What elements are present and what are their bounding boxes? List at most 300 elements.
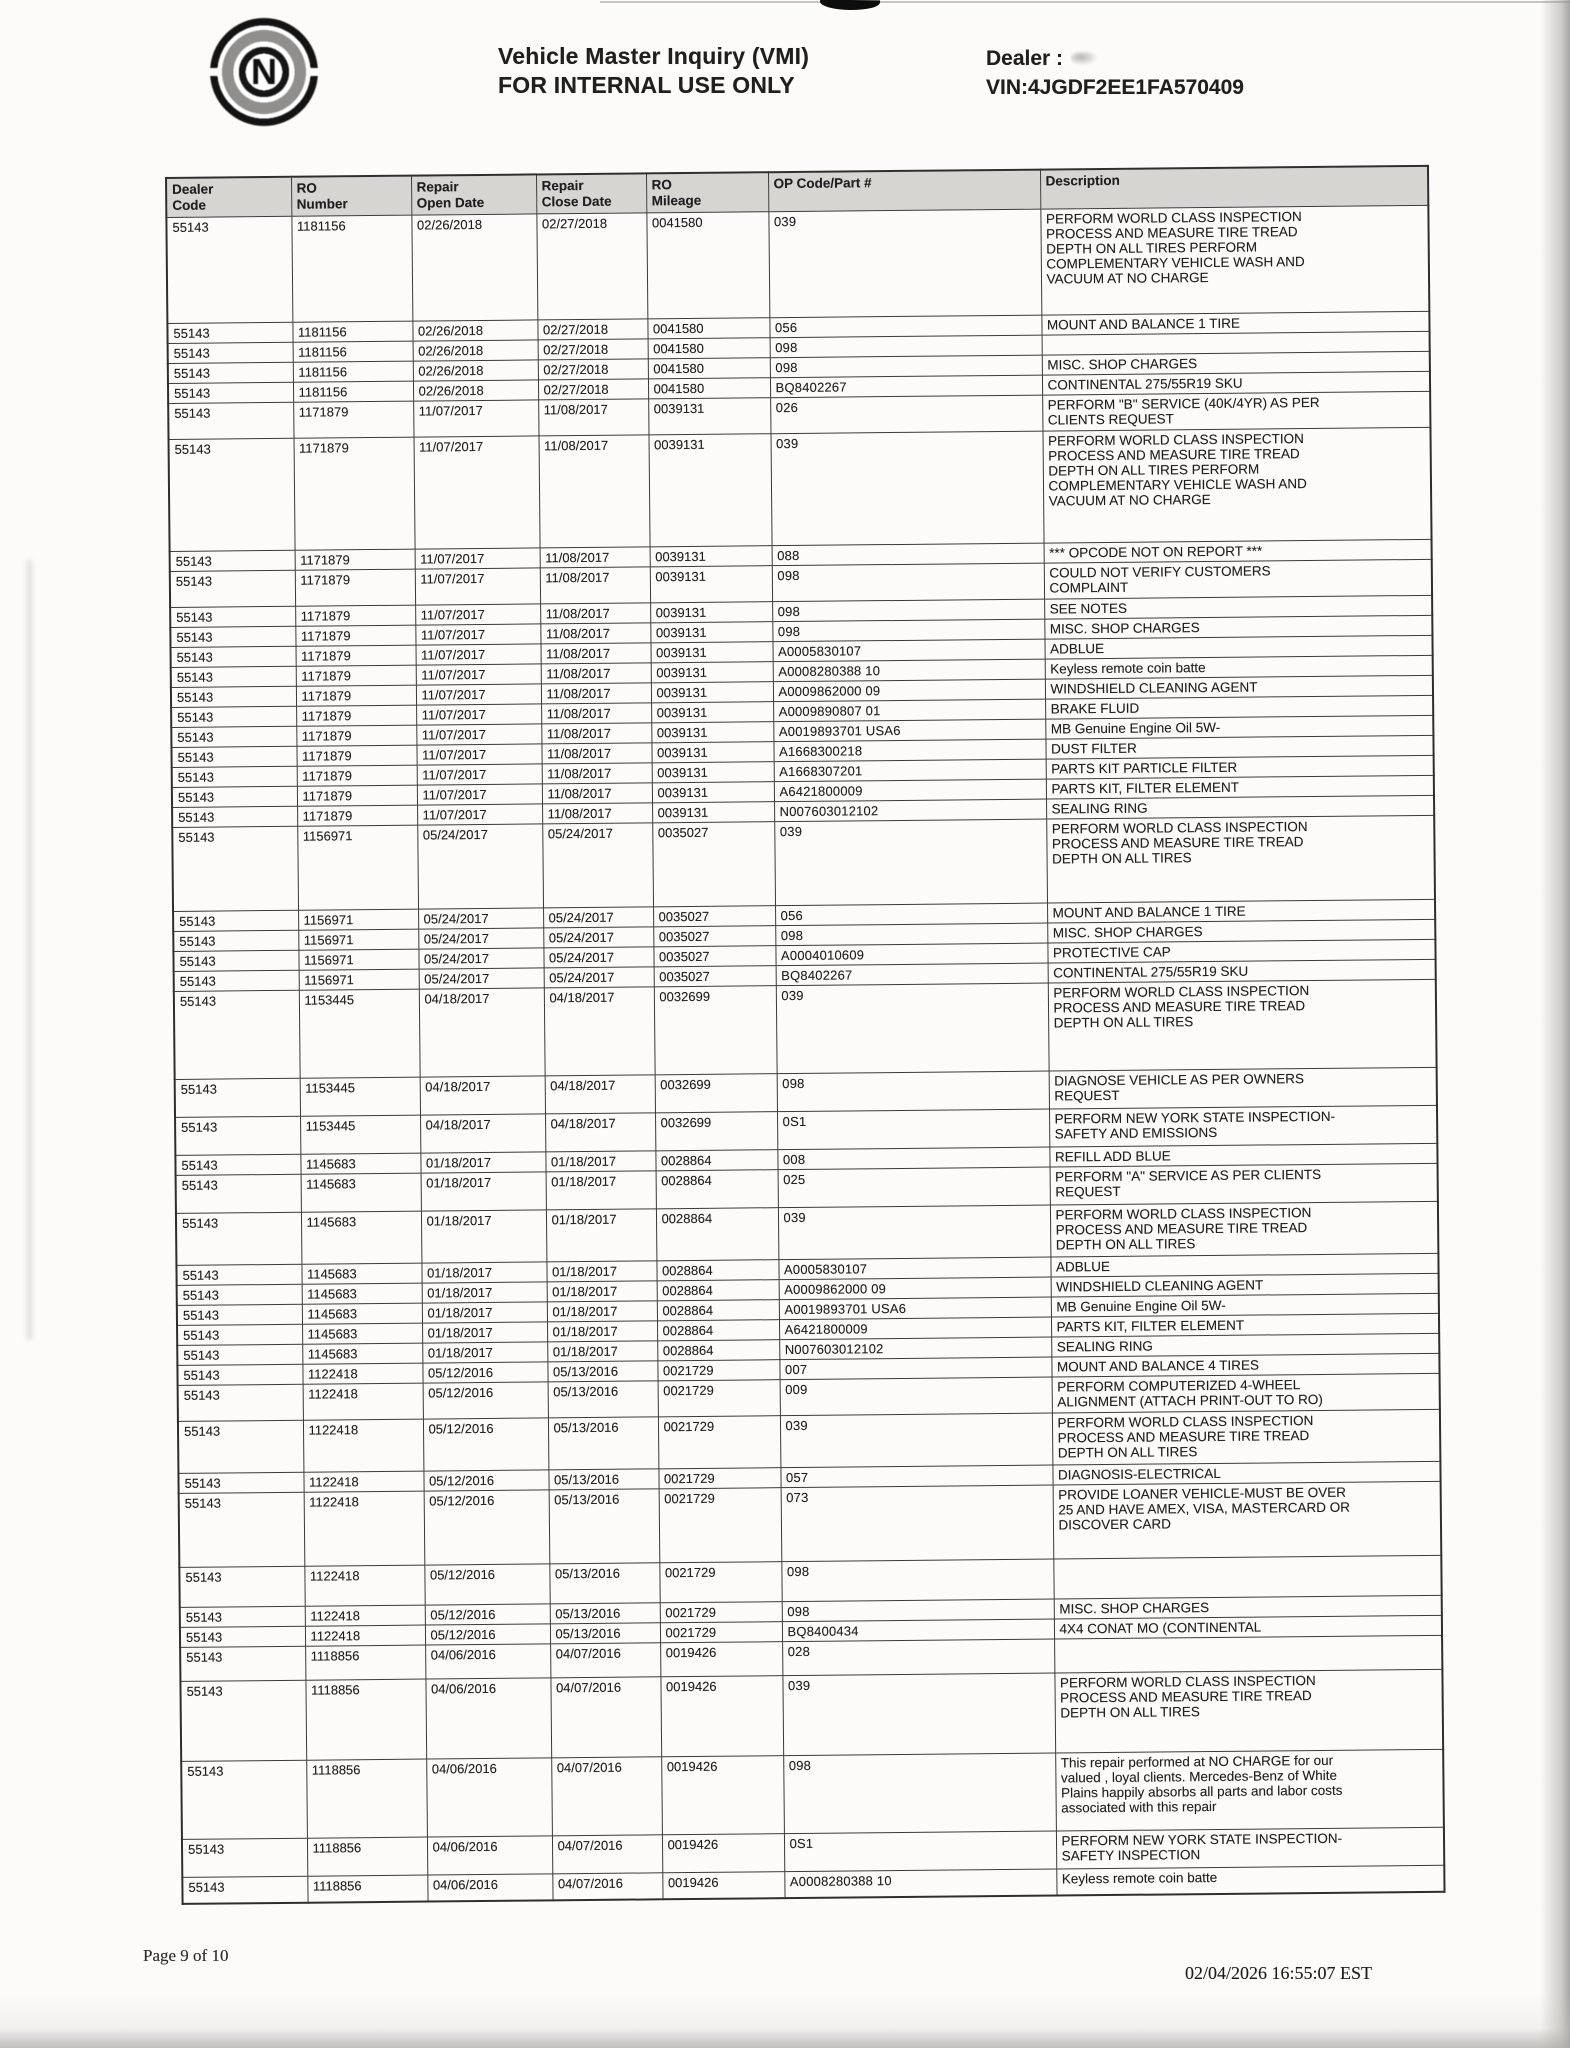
cell-op: A0008280388 10 <box>773 659 1045 682</box>
cell-close: 11/08/2017 <box>542 763 652 784</box>
cell-close: 11/08/2017 <box>538 399 648 436</box>
cell-desc: PERFORM COMPUTERIZED 4-WHEEL ALIGNMENT (ATTACH PRINT-OUT TO RO) <box>1052 1373 1440 1413</box>
cell-dealer: 55143 <box>175 1154 300 1175</box>
cell-ro: 1145683 <box>302 1303 422 1324</box>
cell-open: 11/07/2017 <box>416 644 541 665</box>
cell-desc: MISC. SHOP CHARGES <box>1054 1595 1442 1619</box>
cell-op: A1668307201 <box>774 759 1046 782</box>
cell-desc: WINDSHIELD CLEANING AGENT <box>1051 1273 1439 1297</box>
cell-desc: MISC. SHOP CHARGES <box>1042 351 1430 375</box>
cell-open: 04/06/2016 <box>426 1758 552 1837</box>
table-row <box>172 815 1435 911</box>
cell-mileage: 0039131 <box>648 434 771 547</box>
cell-desc: MISC. SHOP CHARGES <box>1047 919 1435 943</box>
cell-open: 01/18/2017 <box>421 1210 546 1263</box>
cell-mileage: 0019426 <box>660 1642 782 1677</box>
cell-ro: 1145683 <box>301 1211 421 1264</box>
cell-close: 05/13/2016 <box>549 1563 659 1604</box>
cell-mileage: 0035027 <box>654 966 776 987</box>
cell-desc: PERFORM WORLD CLASS INSPECTION PROCESS AND MEASURE TIRE TREAD DEPTH ON ALL TIRES <box>1054 1669 1443 1753</box>
cell-dealer: 55143 <box>178 1420 303 1473</box>
cell-dealer: 55143 <box>171 666 296 687</box>
cell-op: N007603012102 <box>779 1337 1051 1360</box>
cell-dealer: 55143 <box>177 1344 302 1365</box>
cell-op: A6421800009 <box>774 779 1046 802</box>
cell-mileage: 0028864 <box>656 1208 778 1261</box>
cell-ro: 1153445 <box>300 1115 420 1154</box>
cell-close: 05/13/2016 <box>548 1469 658 1490</box>
cell-desc: REFILL ADD BLUE <box>1049 1143 1437 1167</box>
column-header-desc: Description <box>1040 166 1428 209</box>
cell-op: 039 <box>770 431 1043 546</box>
cell-ro: 1122418 <box>303 1419 423 1472</box>
cell-open: 11/07/2017 <box>416 744 541 765</box>
logo-crosshair-right <box>306 68 322 76</box>
cell-dealer: 55143 <box>170 570 295 607</box>
cell-dealer: 55143 <box>178 1384 303 1421</box>
cell-ro: 1122418 <box>305 1625 425 1646</box>
cell-open: 11/07/2017 <box>416 704 541 725</box>
cell-ro: 1171879 <box>295 569 415 606</box>
cell-open: 01/18/2017 <box>422 1322 547 1343</box>
cell-dealer: 55143 <box>178 1472 303 1493</box>
cell-close: 02/27/2018 <box>537 319 647 340</box>
brand-logo-icon <box>210 18 318 126</box>
cell-ro: 1122418 <box>304 1565 424 1606</box>
cell-op: 009 <box>780 1377 1052 1416</box>
cell-close: 04/07/2016 <box>550 1643 660 1678</box>
cell-dealer: 55143 <box>174 970 299 991</box>
cell-op: 098 <box>775 923 1047 946</box>
cell-desc: This repair performed at NO CHARGE for our valued , loyal clients. Mercedes-Benz of White Plains happily absorbs all parts and labor costs associated with this repair <box>1055 1749 1444 1831</box>
cell-desc: PROVIDE LOANER VEHICLE-MUST BE OVER 25 AND HAVE AMEX, VISA, MASTERCARD OR DISCOVER CARD <box>1053 1481 1442 1559</box>
cell-open: 05/12/2016 <box>422 1362 547 1383</box>
column-header-dealer: Dealer Code <box>166 177 291 218</box>
cell-desc: PROTECTIVE CAP <box>1047 939 1435 963</box>
cell-op: 0S1 <box>784 1831 1056 1872</box>
cell-ro: 1181156 <box>293 381 413 402</box>
cell-desc: DIAGNOSE VEHICLE AS PER OWNERS REQUEST <box>1049 1067 1437 1109</box>
cell-mileage: 0035027 <box>652 822 775 907</box>
cell-ro: 1181156 <box>293 361 413 382</box>
cell-op: A0009862000 09 <box>773 679 1045 702</box>
cell-close: 04/07/2016 <box>552 1835 662 1874</box>
cell-open: 11/07/2017 <box>416 664 541 685</box>
scan-top-hairline <box>600 1 1570 3</box>
cell-close: 11/08/2017 <box>540 623 650 644</box>
cell-dealer: 55143 <box>170 626 295 647</box>
cell-desc: Keyless remote coin batte <box>1056 1865 1444 1895</box>
cell-mileage: 0028864 <box>656 1170 778 1209</box>
scan-edge-bottom <box>0 2028 1570 2048</box>
cell-close: 11/08/2017 <box>542 783 652 804</box>
table-row <box>169 427 1432 551</box>
cell-desc: MISC. SHOP CHARGES <box>1044 615 1432 639</box>
cell-mileage: 0032699 <box>655 1074 777 1113</box>
cell-close: 05/24/2017 <box>542 823 653 908</box>
cell-close: 01/18/2017 <box>546 1261 656 1282</box>
cell-desc: WINDSHIELD CLEANING AGENT <box>1045 675 1433 699</box>
page-number: Page 9 of 10 <box>143 1946 229 1965</box>
cell-close: 11/08/2017 <box>540 567 650 604</box>
cell-mileage: 0028864 <box>657 1300 779 1321</box>
cell-mileage: 0039131 <box>650 546 772 567</box>
cell-ro: 1171879 <box>297 805 417 826</box>
cell-dealer: 55143 <box>168 382 293 403</box>
table-row <box>181 1749 1444 1839</box>
cell-close: 11/08/2017 <box>540 643 650 664</box>
cell-dealer: 55143 <box>177 1364 302 1385</box>
cell-close: 05/13/2016 <box>550 1603 660 1624</box>
column-header-ro: RO Number <box>291 176 411 217</box>
cell-dealer: 55143 <box>180 1626 305 1647</box>
cell-close: 04/18/2017 <box>545 1075 655 1114</box>
cell-open: 02/26/2018 <box>413 360 538 381</box>
cell-desc: CONTINENTAL 275/55R19 SKU <box>1042 371 1430 395</box>
cell-open: 04/18/2017 <box>420 1076 545 1115</box>
logo-letter: N <box>251 51 277 92</box>
cell-close: 11/08/2017 <box>541 683 651 704</box>
logo-crosshair-left <box>206 68 222 76</box>
cell-ro: 1181156 <box>293 341 413 362</box>
cell-dealer: 55143 <box>169 438 295 551</box>
cell-open: 02/26/2018 <box>411 214 537 321</box>
cell-mileage: 0021729 <box>658 1380 780 1417</box>
cell-ro: 1156971 <box>298 949 418 970</box>
cell-close: 11/08/2017 <box>540 547 650 568</box>
cell-desc: PERFORM NEW YORK STATE INSPECTION-SAFETY INSPECTION <box>1056 1827 1444 1869</box>
cell-ro: 1118856 <box>307 1875 427 1902</box>
cell-close: 05/24/2017 <box>543 927 653 948</box>
cell-ro: 1171879 <box>296 725 416 746</box>
cell-close: 05/24/2017 <box>543 947 653 968</box>
cell-dealer: 55143 <box>166 216 292 323</box>
cell-mileage: 0021729 <box>659 1488 782 1563</box>
scan-left-streak <box>26 560 33 1340</box>
cell-open: 11/07/2017 <box>415 624 540 645</box>
cell-close: 05/24/2017 <box>544 967 654 988</box>
cell-mileage: 0039131 <box>651 702 773 723</box>
cell-desc <box>1053 1555 1441 1599</box>
dealer-block <box>986 44 1244 103</box>
cell-desc: PERFORM WORLD CLASS INSPECTION PROCESS AND MEASURE TIRE TREAD DEPTH ON ALL TIRES <box>1048 979 1437 1071</box>
cell-desc: PERFORM NEW YORK STATE INSPECTION-SAFETY AND EMISSIONS <box>1049 1105 1437 1147</box>
cell-close: 02/27/2018 <box>536 213 647 320</box>
cell-close: 11/08/2017 <box>542 803 652 824</box>
cell-open: 05/24/2017 <box>419 968 544 989</box>
cell-dealer: 55143 <box>175 1078 300 1117</box>
cell-mileage: 0028864 <box>656 1260 778 1281</box>
cell-open: 04/18/2017 <box>419 988 545 1077</box>
cell-op: 056 <box>769 315 1041 338</box>
cell-mileage: 0021729 <box>660 1602 782 1623</box>
cell-desc: DIAGNOSIS-ELECTRICAL <box>1052 1461 1440 1485</box>
cell-mileage: 0039131 <box>650 602 772 623</box>
document-subtitle: FOR INTERNAL USE ONLY <box>498 72 795 99</box>
cell-close: 05/13/2016 <box>548 1381 658 1418</box>
cell-close: 01/18/2017 <box>546 1209 656 1262</box>
cell-dealer: 55143 <box>172 826 298 911</box>
cell-desc: 4X4 CONAT MO (CONTINENTAL <box>1054 1615 1442 1639</box>
cell-ro: 1118856 <box>306 1759 427 1838</box>
cell-op: A0005830107 <box>772 639 1044 662</box>
cell-dealer: 55143 <box>177 1304 302 1325</box>
cell-mileage: 0021729 <box>657 1360 779 1381</box>
cell-open: 04/06/2016 <box>427 1874 552 1901</box>
document-title: Vehicle Master Inquiry (VMI) <box>498 43 810 69</box>
cell-mileage: 0021729 <box>658 1468 780 1489</box>
table-row <box>174 979 1437 1079</box>
cell-open: 05/12/2016 <box>423 1382 548 1419</box>
cell-mileage: 0028864 <box>657 1280 779 1301</box>
cell-desc: SEALING RING <box>1046 795 1434 819</box>
cell-open: 05/12/2016 <box>425 1624 550 1645</box>
vin-value: VIN:4JGDF2EE1FA570409 <box>986 76 1244 100</box>
cell-mileage: 0019426 <box>660 1676 783 1757</box>
column-header-close: Repair Close Date <box>536 173 646 214</box>
cell-ro: 1145683 <box>301 1173 421 1212</box>
cell-mileage: 0021729 <box>660 1622 782 1643</box>
cell-dealer: 55143 <box>173 910 298 931</box>
cell-desc: PERFORM "B" SERVICE (40K/4YR) AS PER CLIENTS REQUEST <box>1042 391 1430 431</box>
cell-open: 02/26/2018 <box>413 380 538 401</box>
cell-op: A0009890807 01 <box>773 699 1045 722</box>
cell-ro: 1156971 <box>297 825 418 910</box>
cell-op: A6421800009 <box>779 1317 1051 1340</box>
cell-mileage: 0032699 <box>654 986 777 1075</box>
cell-op: 098 <box>781 1559 1053 1602</box>
cell-desc: PARTS KIT, FILTER ELEMENT <box>1046 775 1434 799</box>
cell-close: 11/08/2017 <box>540 603 650 624</box>
cell-ro: 1171879 <box>295 625 415 646</box>
cell-ro: 1171879 <box>293 401 413 438</box>
cell-open: 01/18/2017 <box>421 1172 546 1211</box>
cell-op: 073 <box>781 1485 1054 1562</box>
cell-close: 02/27/2018 <box>538 359 648 380</box>
vmi-table <box>165 165 1446 1905</box>
cell-op: 007 <box>779 1357 1051 1380</box>
cell-op: A0005830107 <box>778 1257 1050 1280</box>
cell-op: 026 <box>770 395 1042 434</box>
cell-ro: 1171879 <box>296 685 416 706</box>
cell-op: 098 <box>772 619 1044 642</box>
cell-op: 028 <box>782 1639 1054 1676</box>
cell-ro: 1145683 <box>302 1283 422 1304</box>
cell-dealer: 55143 <box>180 1606 305 1627</box>
cell-open: 05/12/2016 <box>425 1604 550 1625</box>
cell-desc: BRAKE FLUID <box>1045 695 1433 719</box>
cell-open: 11/07/2017 <box>417 784 542 805</box>
cell-mileage: 0039131 <box>650 642 772 663</box>
cell-mileage: 0039131 <box>652 782 774 803</box>
cell-ro: 1171879 <box>296 665 416 686</box>
cell-dealer: 55143 <box>179 1492 305 1567</box>
cell-open: 11/07/2017 <box>415 568 540 605</box>
cell-desc: SEE NOTES <box>1044 595 1432 619</box>
scan-edge-right <box>1540 0 1570 2048</box>
cell-dealer: 55143 <box>173 930 298 951</box>
cell-dealer: 55143 <box>170 550 295 571</box>
cell-mileage: 0041580 <box>648 378 770 399</box>
cell-open: 04/18/2017 <box>420 1114 545 1153</box>
cell-dealer: 55143 <box>171 726 296 747</box>
cell-op: A0004010609 <box>775 943 1047 966</box>
cell-open: 11/07/2017 <box>414 436 540 549</box>
cell-ro: 1181156 <box>292 321 412 342</box>
cell-op: 057 <box>780 1465 1052 1488</box>
cell-open: 11/07/2017 <box>417 764 542 785</box>
cell-ro: 1153445 <box>299 989 420 1078</box>
cell-open: 11/07/2017 <box>415 548 540 569</box>
cell-ro: 1156971 <box>298 929 418 950</box>
cell-open: 11/07/2017 <box>415 604 540 625</box>
cell-close: 11/08/2017 <box>541 663 651 684</box>
cell-mileage: 0039131 <box>652 802 774 823</box>
cell-op: 098 <box>777 1071 1049 1112</box>
cell-mileage: 0039131 <box>652 762 774 783</box>
cell-ro: 1171879 <box>297 785 417 806</box>
cell-dealer: 55143 <box>177 1284 302 1305</box>
cell-dealer: 55143 <box>174 990 300 1079</box>
title-block <box>498 42 809 101</box>
cell-open: 04/06/2016 <box>425 1678 551 1759</box>
cell-dealer: 55143 <box>181 1760 307 1839</box>
cell-desc: Keyless remote coin batte <box>1045 655 1433 679</box>
cell-dealer: 55143 <box>176 1174 301 1213</box>
cell-dealer: 55143 <box>171 746 296 767</box>
column-header-mileage: RO Mileage <box>646 172 768 213</box>
cell-open: 05/24/2017 <box>417 824 543 909</box>
cell-op: 039 <box>776 983 1049 1074</box>
cell-open: 04/06/2016 <box>427 1836 552 1875</box>
cell-mileage: 0039131 <box>648 398 770 435</box>
cell-close: 04/07/2016 <box>552 1873 662 1900</box>
cell-close: 05/13/2016 <box>549 1489 660 1564</box>
cell-mileage: 0035027 <box>653 946 775 967</box>
cell-open: 05/12/2016 <box>423 1418 548 1471</box>
cell-mileage: 0039131 <box>650 566 772 603</box>
cell-ro: 1171879 <box>295 605 415 626</box>
cell-ro: 1171879 <box>296 705 416 726</box>
cell-dealer: 55143 <box>168 342 293 363</box>
cell-dealer: 55143 <box>182 1876 307 1903</box>
cell-ro: 1118856 <box>305 1645 425 1680</box>
cell-dealer: 55143 <box>172 786 297 807</box>
cell-ro: 1122418 <box>302 1363 422 1384</box>
cell-open: 11/07/2017 <box>416 724 541 745</box>
cell-close: 04/07/2016 <box>551 1757 662 1836</box>
cell-desc: PERFORM WORLD CLASS INSPECTION PROCESS AND MEASURE TIRE TREAD DEPTH ON ALL TIRES <box>1046 815 1435 903</box>
cell-open: 01/18/2017 <box>420 1152 545 1173</box>
cell-op: 088 <box>772 543 1044 566</box>
cell-mileage: 0041580 <box>648 358 770 379</box>
cell-close: 11/08/2017 <box>541 723 651 744</box>
cell-desc: PERFORM WORLD CLASS INSPECTION PROCESS AND MEASURE TIRE TREAD DEPTH ON ALL TIRES PERFORM COMPLEMENTARY VEHICLE WASH AND VACUUM AT NO CHARGE <box>1042 427 1431 543</box>
cell-desc: DUST FILTER <box>1045 735 1433 759</box>
table-row <box>180 1669 1443 1761</box>
cell-open: 01/18/2017 <box>422 1282 547 1303</box>
cell-open: 05/12/2016 <box>424 1490 550 1565</box>
print-timestamp: 02/04/2026 16:55:07 EST <box>1185 1963 1373 1983</box>
cell-close: 01/18/2017 <box>547 1321 657 1342</box>
cell-dealer: 55143 <box>180 1680 306 1761</box>
cell-close: 02/27/2018 <box>538 379 648 400</box>
cell-mileage: 0039131 <box>651 662 773 683</box>
cell-mileage: 0039131 <box>650 622 772 643</box>
cell-op: 025 <box>778 1167 1050 1208</box>
cell-desc: PERFORM "A" SERVICE AS PER CLIENTS REQUEST <box>1050 1163 1438 1205</box>
cell-desc: MOUNT AND BALANCE 4 TIRES <box>1051 1353 1439 1377</box>
cell-desc: PERFORM WORLD CLASS INSPECTION PROCESS AND MEASURE TIRE TREAD DEPTH ON ALL TIRES <box>1050 1201 1438 1257</box>
cell-dealer: 55143 <box>170 606 295 627</box>
cell-desc: PARTS KIT PARTICLE FILTER <box>1046 755 1434 779</box>
cell-op: BQ8402267 <box>770 375 1042 398</box>
cell-desc: PERFORM WORLD CLASS INSPECTION PROCESS AND MEASURE TIRE TREAD DEPTH ON ALL TIRES PERFORM COMPLEMENTARY VEHICLE WASH AND VACUUM AT NO CHARGE <box>1040 205 1429 315</box>
cell-mileage: 0021729 <box>659 1562 781 1603</box>
table-row <box>166 205 1429 323</box>
cell-op: 098 <box>783 1753 1056 1834</box>
cell-op: A0019893701 USA6 <box>779 1297 1051 1320</box>
cell-dealer: 55143 <box>177 1324 302 1345</box>
cell-ro: 1156971 <box>298 909 418 930</box>
cell-op: A0009862000 09 <box>779 1277 1051 1300</box>
cell-dealer: 55143 <box>172 766 297 787</box>
cell-op: 008 <box>777 1147 1049 1170</box>
cell-desc: COULD NOT VERIFY CUSTOMERS COMPLAINT <box>1044 559 1432 599</box>
dealer-value-smudge <box>1071 52 1097 65</box>
cell-ro: 1156971 <box>299 969 419 990</box>
cell-open: 02/26/2018 <box>412 320 537 341</box>
cell-desc: MOUNT AND BALANCE 1 TIRE <box>1047 899 1435 923</box>
cell-mileage: 0032699 <box>655 1112 777 1151</box>
cell-op: 039 <box>778 1205 1050 1260</box>
cell-close: 05/13/2016 <box>548 1417 658 1470</box>
cell-desc: PARTS KIT, FILTER ELEMENT <box>1051 1313 1439 1337</box>
cell-ro: 1145683 <box>300 1153 420 1174</box>
cell-desc: MOUNT AND BALANCE 1 TIRE <box>1041 311 1429 335</box>
cell-close: 01/18/2017 <box>547 1281 657 1302</box>
cell-mileage: 0039131 <box>651 722 773 743</box>
cell-mileage: 0039131 <box>651 742 773 763</box>
cell-open: 01/18/2017 <box>422 1302 547 1323</box>
cell-dealer: 55143 <box>175 1116 300 1155</box>
cell-mileage: 0028864 <box>657 1320 779 1341</box>
cell-desc: *** OPCODE NOT ON REPORT *** <box>1044 539 1432 563</box>
cell-ro: 1122418 <box>305 1605 425 1626</box>
cell-desc: ADBLUE <box>1044 635 1432 659</box>
cell-dealer: 55143 <box>182 1838 307 1877</box>
cell-mileage: 0039131 <box>651 682 773 703</box>
cell-op: A0019893701 USA6 <box>773 719 1045 742</box>
cell-ro: 1122418 <box>304 1491 425 1566</box>
cell-dealer: 55143 <box>173 950 298 971</box>
cell-close: 05/13/2016 <box>547 1361 657 1382</box>
cell-op: 098 <box>772 563 1044 602</box>
cell-desc: CONTINENTAL 275/55R19 SKU <box>1048 959 1436 983</box>
cell-open: 05/24/2017 <box>418 928 543 949</box>
service-history-table <box>165 165 1444 1905</box>
cell-close: 04/18/2017 <box>544 987 655 1076</box>
cell-dealer: 55143 <box>168 402 293 439</box>
cell-open: 11/07/2017 <box>416 684 541 705</box>
cell-mileage: 0041580 <box>648 338 770 359</box>
cell-close: 11/08/2017 <box>541 703 651 724</box>
cell-desc: SEALING RING <box>1051 1333 1439 1357</box>
cell-dealer: 55143 <box>176 1212 301 1265</box>
cell-open: 01/18/2017 <box>421 1262 546 1283</box>
table-row <box>179 1481 1442 1567</box>
cell-mileage: 0041580 <box>646 212 769 319</box>
